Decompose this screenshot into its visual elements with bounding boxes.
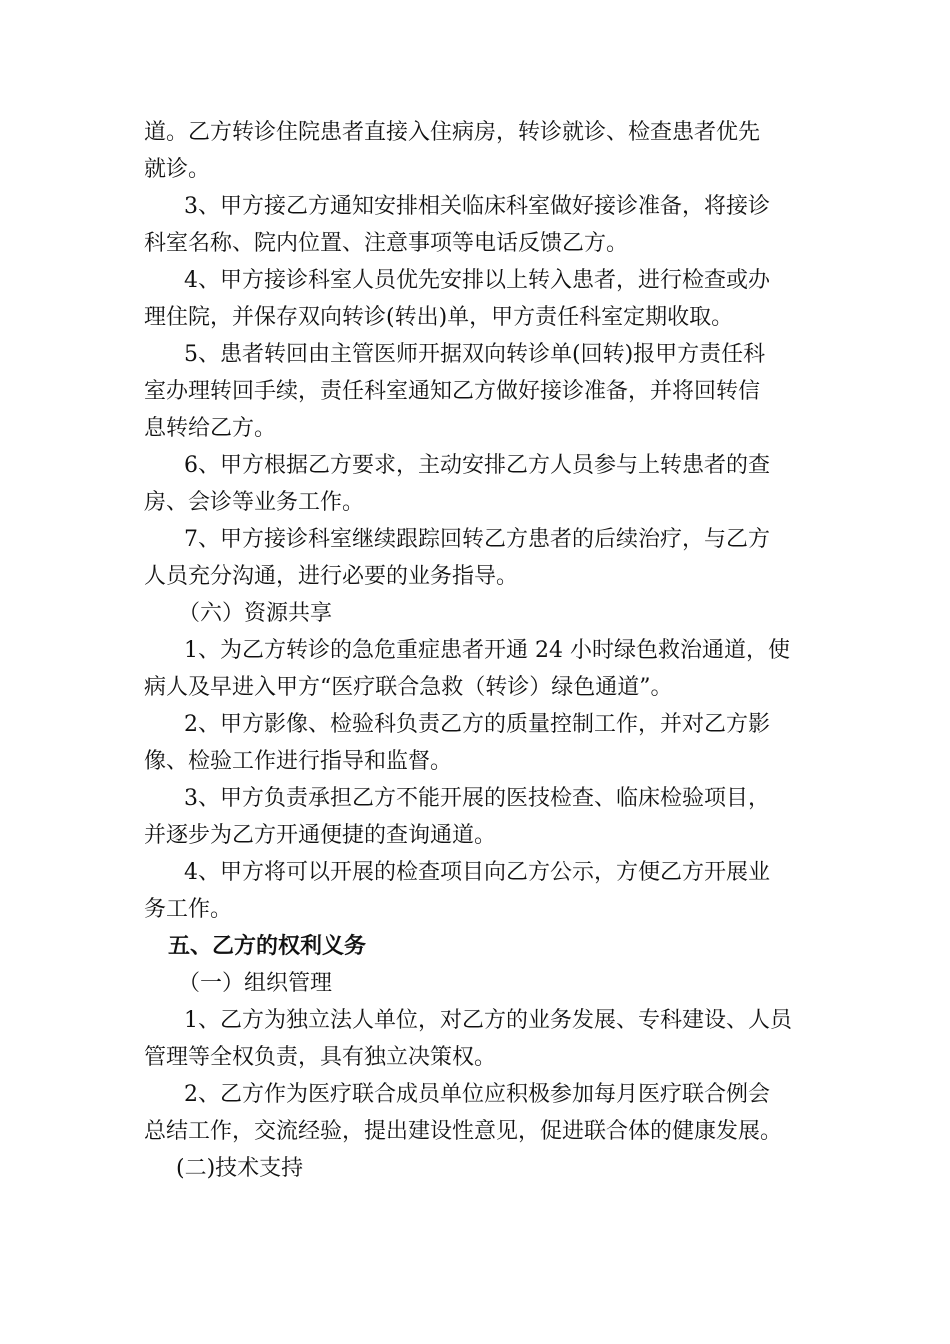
list-item-line: 7、甲方接诊科室继续跟踪回转乙方患者的后续治疗，与乙方 bbox=[184, 527, 770, 552]
list-item-line: 6、甲方根据乙方要求，主动安排乙方人员参与上转患者的查 bbox=[184, 453, 770, 478]
paragraph-line: 并逐步为乙方开通便捷的查询通道。 bbox=[144, 823, 497, 848]
subsection-heading: （六）资源共享 bbox=[178, 601, 333, 626]
list-item-line: 5、患者转回由主管医师开据双向转诊单(回转)报甲方责任科 bbox=[184, 342, 766, 367]
section-heading: 五、乙方的权利义务 bbox=[168, 934, 367, 959]
document-page bbox=[144, 114, 810, 1187]
list-item-line: 4、甲方接诊科室人员优先安排以上转入患者，进行检查或办 bbox=[184, 268, 770, 293]
paragraph-line: 管理等全权负责，具有独立决策权。 bbox=[144, 1045, 497, 1070]
list-item-line: 3、甲方负责承担乙方不能开展的医技检查、临床检验项目， bbox=[184, 786, 770, 811]
list-item-line: 2、甲方影像、检验科负责乙方的质量控制工作，并对乙方影 bbox=[184, 712, 770, 737]
paragraph-line: 务工作。 bbox=[144, 897, 233, 922]
list-item-line: 4、甲方将可以开展的检查项目向乙方公示，方便乙方开展业 bbox=[184, 860, 770, 885]
paragraph-line: 总结工作，交流经验，提出建设性意见，促进联合体的健康发展。 bbox=[144, 1119, 783, 1144]
list-item-line: 1、乙方为独立法人单位，对乙方的业务发展、专科建设、人员 bbox=[184, 1008, 792, 1033]
paragraph-line: 理住院，并保存双向转诊(转出)单，甲方责任科室定期收取。 bbox=[144, 305, 734, 330]
paragraph-line: 病人及早进入甲方“医疗联合急救（转诊）绿色通道”。 bbox=[144, 675, 673, 700]
paragraph-line: 息转给乙方。 bbox=[144, 416, 277, 441]
paragraph-line: 人员充分沟通，进行必要的业务指导。 bbox=[144, 564, 519, 589]
subsection-heading: （一）组织管理 bbox=[178, 971, 333, 996]
paragraph-line: 科室名称、院内位置、注意事项等电话反馈乙方。 bbox=[144, 231, 629, 256]
paragraph-line: 房、会诊等业务工作。 bbox=[144, 490, 365, 515]
paragraph-line: 就诊。 bbox=[144, 157, 211, 182]
list-item-line: 3、甲方接乙方通知安排相关临床科室做好接诊准备，将接诊 bbox=[184, 194, 770, 219]
paragraph-line: 室办理转回手续，责任科室通知乙方做好接诊准备，并将回转信 bbox=[144, 379, 761, 404]
list-item-line: 2、乙方作为医疗联合成员单位应积极参加每月医疗联合例会 bbox=[184, 1082, 770, 1107]
list-item-line: 1、为乙方转诊的急危重症患者开通 24 小时绿色救治通道，使 bbox=[184, 638, 790, 663]
subsection-heading: (二)技术支持 bbox=[176, 1156, 304, 1181]
paragraph-line: 像、检验工作进行指导和监督。 bbox=[144, 749, 453, 774]
paragraph-line: 道。乙方转诊住院患者直接入住病房，转诊就诊、检查患者优先 bbox=[144, 120, 761, 145]
